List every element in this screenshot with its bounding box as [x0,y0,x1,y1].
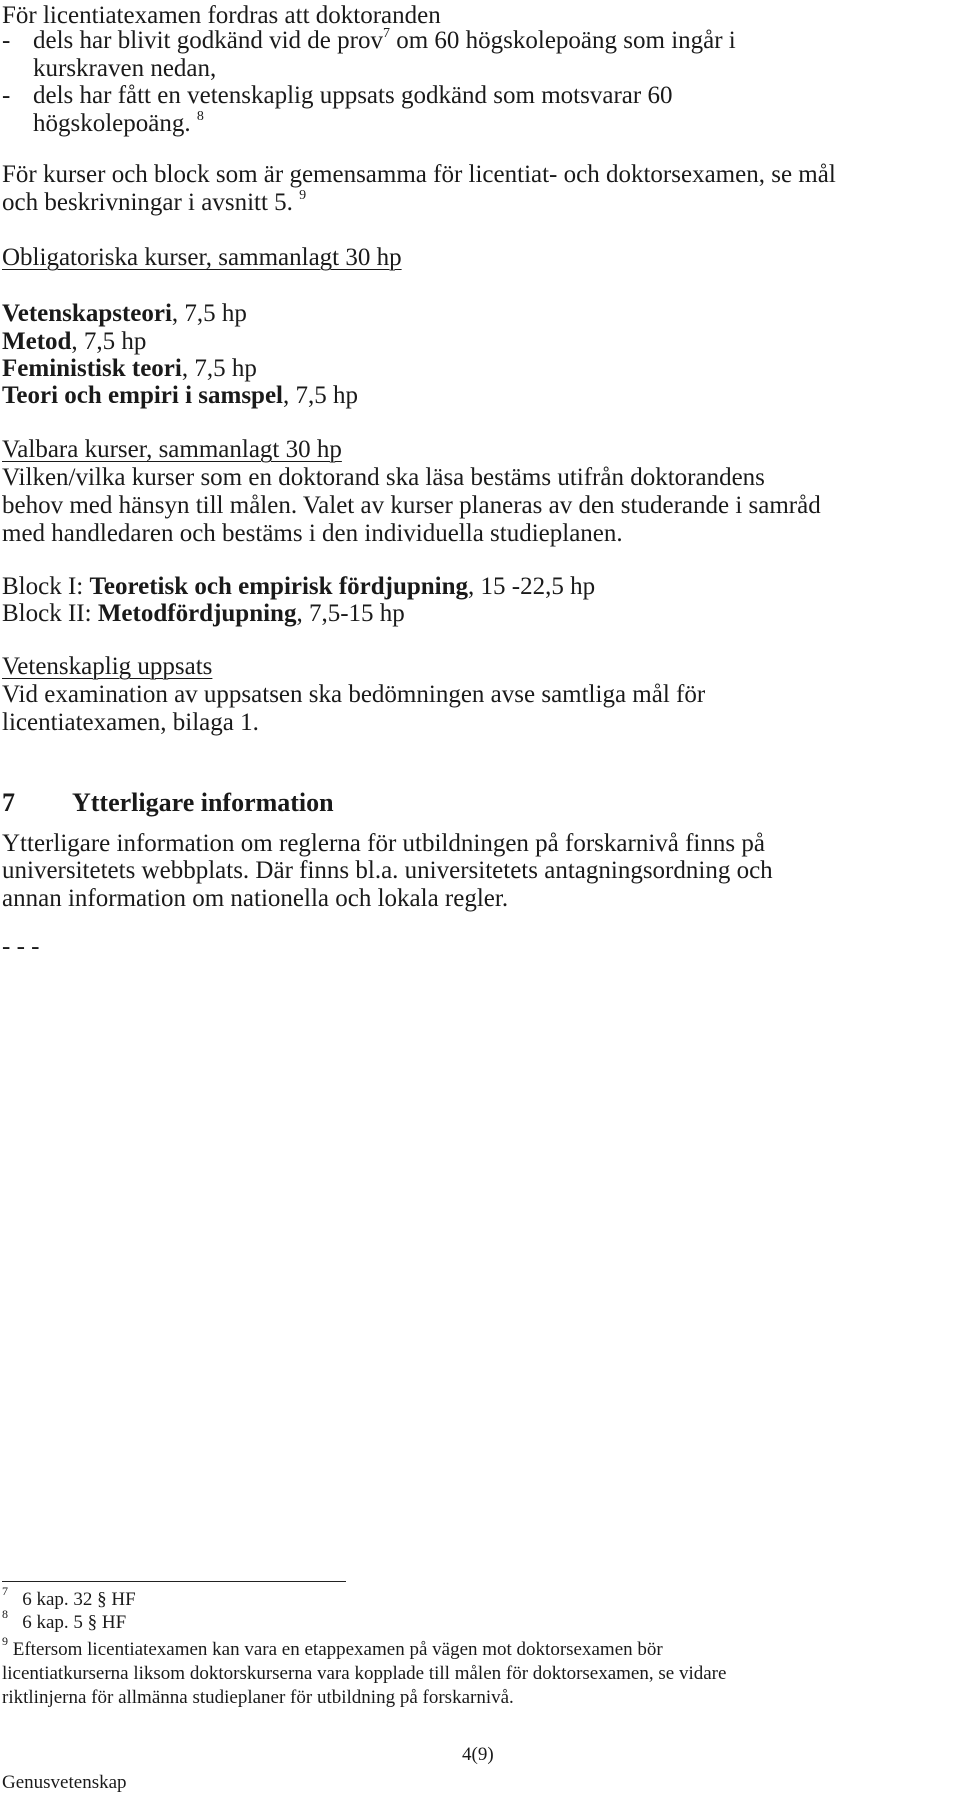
mandatory-heading: Obligatoriska kurser, sammanlagt 30 hp [2,244,402,271]
list-dash: - [2,27,11,54]
footnote-continuation: licentiatkurserna liksom doktorskurserna vara kopplade till målen för doktorsexamen, se vidare [2,1663,727,1684]
footnote: $^8$ 6 kap. 5 § HF [2,1606,127,1633]
list-item-text: högskolepoäng. $^8$ [33,108,204,137]
department-name: Genusvetenskap [2,1772,127,1793]
optional-text-line: med handledaren och bestäms i den individuella studieplanen. [2,520,623,547]
list-dash: - [2,82,11,109]
block-item: Block II: Metodfördjupning, 7,5-15 hp [2,600,405,627]
course-item: Teori och empiri i samspel, 7,5 hp [2,382,359,409]
thesis-text-line: Vid examination av uppsatsen ska bedömningen avse samtliga mål för [2,681,706,708]
section-heading [2,786,334,819]
course-item: Metod, 7,5 hp [2,328,147,355]
footnote-continuation: riktlinjerna för allmänna studieplaner för utbildning på forskarnivå. [2,1687,514,1708]
common-note-line: och beskrivningar i avsnitt 5. $^9$ [2,187,307,216]
intro-line: För licentiatexamen fordras att doktoranden [2,2,441,29]
footnote-ref: 9 [299,187,307,203]
section-text-line: annan information om nationella och lokala regler. [2,885,509,912]
section-title: Ytterligare information [72,788,334,817]
section-text-line: universitetets webbplats. Där finns bl.a. universitetets antagningsordning och [2,857,773,884]
footnote-mark: 9 [2,1633,8,1648]
footnote-ref: 7 [382,25,390,41]
optional-heading: Valbara kurser, sammanlagt 30 hp [2,436,342,463]
thesis-text-line: licentiatexamen, bilaga 1. [2,709,259,736]
course-item: Vetenskapsteori, 7,5 hp [2,300,247,327]
footnote: $^7$ 6 kap. 32 § HF [2,1583,136,1610]
footnote-mark: 7 [2,1583,8,1598]
footnote-mark: 8 [2,1606,8,1621]
optional-text-line: Vilken/vilka kurser som en doktorand ska läsa bestäms utifrån doktorandens [2,464,765,491]
end-marker: - - - [2,933,40,960]
section-text-line: Ytterligare information om reglerna för utbildningen på forskarnivå finns på [2,830,765,857]
footnote-divider [2,1581,346,1582]
list-item-text: dels har fått en vetenskaplig uppsats godkänd som motsvarar 60 [33,82,673,109]
footnote: $^9$ Eftersom licentiatexamen kan vara en etappexamen på vägen mot doktorsexamen bör [2,1633,663,1660]
footnote-ref: 8 [196,108,204,124]
list-item-text: kurskraven nedan, [33,55,217,82]
thesis-heading: Vetenskaplig uppsats [2,653,213,680]
common-note-line: För kurser och block som är gemensamma för licentiat- och doktorsexamen, se mål [2,161,836,188]
section-number: 7 [2,788,15,817]
optional-text-line: behov med hänsyn till målen. Valet av kurser planeras av den studerande i samråd [2,492,821,519]
list-item-text: dels har blivit godkänd vid de prov$^7$ om 60 högskolepoäng som ingår i [33,25,736,54]
block-item: Block I: Teoretisk och empirisk fördjupning, 15 -22,5 hp [2,573,596,600]
course-item: Feministisk teori, 7,5 hp [2,355,257,382]
page-number: 4(9) [462,1744,494,1765]
